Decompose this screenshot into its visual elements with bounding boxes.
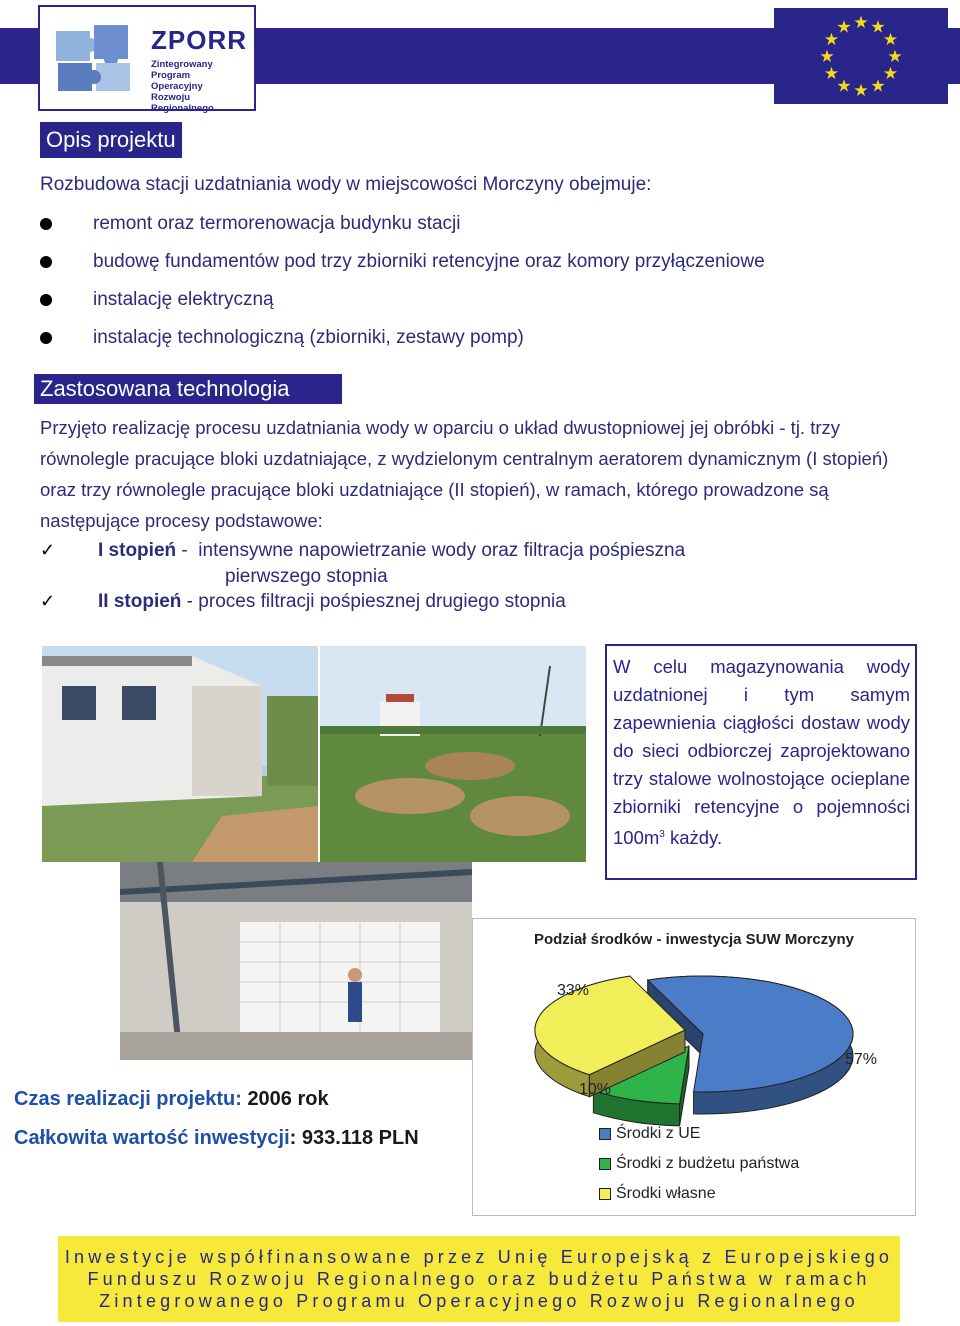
- time-summary: [14, 1088, 329, 1111]
- bullet-icon: [40, 332, 52, 344]
- list-item-text: budowę fundamentów pod trzy zbiorniki retencyjne oraz komory przyłączeniowe: [93, 251, 765, 272]
- list-item-text: instalację elektryczną: [93, 289, 274, 310]
- photo-construction-site: [320, 646, 586, 862]
- cost-label: Całkowita wartość inwestycji: [14, 1127, 290, 1149]
- section-heading-project: Opis projektu: [40, 122, 182, 158]
- eu-star-icon: ★: [853, 81, 869, 100]
- eu-star-icon: ★: [853, 13, 869, 32]
- legend-label: Środki własne: [616, 1185, 716, 1202]
- legend-label: Środki z budżetu państwa: [616, 1155, 800, 1172]
- logo-title: ZPORR: [151, 25, 247, 55]
- storage-info-text: W celu magazynowania wody uzdatnionej i tym samym zapewnienia ciągłości dostaw wody do sieci odbiorczej zaprojektowano trzy stalowe wolnostojące ocieplane zbiorniki retencyjne o pojemności 100m: [613, 656, 910, 849]
- footer-line-2: Funduszu Rozwoju Regionalnego oraz budżetu Państwa w ramach: [87, 1269, 871, 1289]
- photo-site-image: [320, 646, 586, 862]
- check-icon: ✓: [40, 540, 56, 560]
- list-item: [40, 250, 765, 288]
- eu-star-icon: ★: [870, 17, 886, 37]
- stage-label: II stopień: [98, 591, 182, 612]
- pie-data-label: 33%: [557, 982, 590, 999]
- photo-building-image: [42, 646, 318, 862]
- project-intro: Rozbudowa stacji uzdatniania wody w miejscowości Morczyny obejmuje:: [40, 174, 652, 195]
- storage-info-text-end: każdy.: [669, 827, 723, 849]
- check-icon: ✓: [40, 591, 56, 611]
- legend-item: [599, 1149, 799, 1179]
- stage-label: I stopień: [98, 540, 177, 561]
- pie-data-label: 57%: [845, 1051, 878, 1068]
- puzzle-logo-icon: [52, 23, 136, 95]
- pie-data-label: 10%: [579, 1081, 612, 1098]
- list-item: [40, 212, 765, 250]
- photo-interior: [120, 862, 472, 1060]
- bullet-icon: [40, 256, 52, 268]
- eu-star-icon: ★: [882, 30, 899, 49]
- eu-star-icon: ★: [819, 47, 835, 66]
- eu-star-icon: ★: [823, 30, 840, 49]
- legend-item: [599, 1179, 799, 1209]
- cost-separator: :: [289, 1127, 297, 1149]
- storage-info-superscript: 3: [659, 829, 665, 840]
- section-heading-technology: Zastosowana technologia: [34, 374, 342, 404]
- stage-separator: -: [176, 540, 194, 561]
- photo-interior-image: [120, 862, 472, 1060]
- technology-paragraph: Przyjęto realizację procesu uzdatniania wody w oparciu o układ dwustopniowej jej obróbki - tj. trzy równolegle pracujące bloki uzdatniające, z wydzielonym centralnym aeratorem dynamicznym (I stopień) oraz trzy równolegle pracujące bloki uzdatniające (II stopień), w ramach, którego prowadzone są następujące procesy podstawowe:: [40, 417, 889, 531]
- eu-star-icon: ★: [882, 64, 899, 83]
- footer-line-1: Inwestycje współfinansowane przez Unię Europejską z Europejskiego: [64, 1247, 894, 1267]
- stage-text: proces filtracji pośpiesznej drugiego stopnia: [198, 591, 566, 612]
- stage-text-continued: pierwszego stopnia: [225, 566, 388, 587]
- list-item-text: remont oraz termorenowacja budynku stacji: [93, 213, 461, 234]
- time-label: Czas realizacji projektu:: [14, 1088, 242, 1110]
- cost-summary: [14, 1127, 419, 1150]
- funding-chart: [472, 918, 916, 1216]
- eu-star-icon: ★: [887, 47, 903, 66]
- project-scope-list: [40, 212, 765, 364]
- list-item-text: instalację technologiczną (zbiorniki, zestawy pomp): [93, 327, 524, 348]
- legend-swatch: [599, 1188, 611, 1200]
- photo-station-building: [42, 646, 318, 862]
- footer-line-3: Zintegrowanego Programu Operacyjnego Rozwoju Regionalnego: [99, 1291, 859, 1311]
- chart-title: Podział środków - inwestycja SUW Morczyny: [533, 931, 855, 948]
- eu-star-icon: ★: [870, 76, 886, 96]
- legend-swatch: [599, 1128, 611, 1140]
- eu-star-icon: ★: [836, 17, 852, 37]
- list-item: [40, 288, 765, 326]
- legend-item: [599, 1119, 799, 1149]
- bullet-icon: [40, 294, 52, 306]
- eu-flag: [774, 8, 948, 104]
- legend-label: Środki z UE: [616, 1125, 701, 1142]
- zporr-logo: [38, 5, 256, 114]
- list-item: [40, 326, 765, 364]
- time-value: 2006 rok: [247, 1088, 329, 1110]
- bullet-icon: [40, 218, 52, 230]
- eu-star-icon: ★: [836, 76, 852, 96]
- legend-swatch: [599, 1158, 611, 1170]
- chart-legend: [599, 1119, 799, 1209]
- storage-info-box: [605, 644, 917, 880]
- stage-separator: -: [181, 591, 199, 612]
- eu-star-icon: ★: [823, 64, 840, 83]
- logo-subtitle: Zintegrowany Program Operacyjny Rozwoju Regionalnego: [151, 59, 214, 114]
- cost-value: 933.118 PLN: [301, 1127, 419, 1149]
- stage-text: intensywne napowietrzanie wody oraz filtracja pośpieszna: [198, 540, 686, 561]
- eu-flag-icon: [774, 8, 948, 104]
- cofinancing-footer: [58, 1236, 900, 1322]
